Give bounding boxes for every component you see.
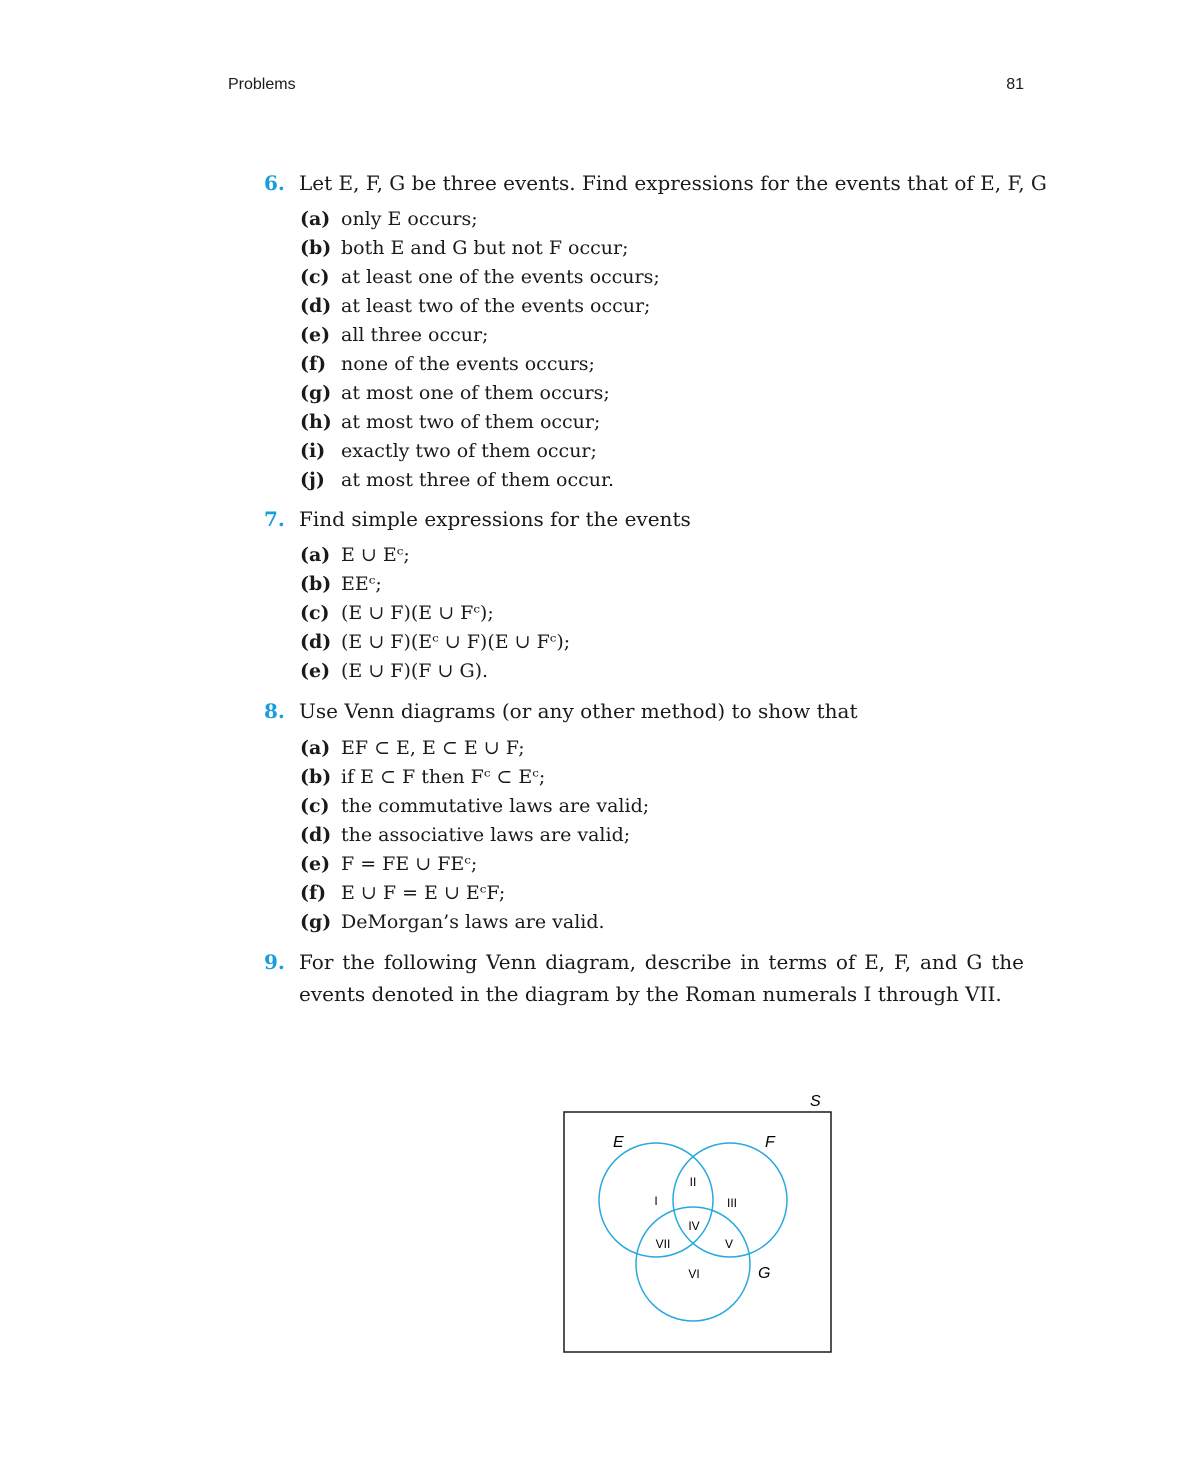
running-header-title: Problems: [228, 76, 296, 93]
problem-8-number: 8.: [264, 699, 285, 723]
problem-7-item-c: (c) (E ∪ F)(E ∪ Fᶜ);: [300, 602, 494, 624]
problem-8-item-g: (g) DeMorgan’s laws are valid.: [300, 911, 605, 933]
problem-6-item-a: (a) only E occurs;: [300, 208, 478, 230]
problem-6-item-g: (g) at most one of them occurs;: [300, 382, 610, 404]
problem-6-number: 6.: [264, 171, 285, 195]
problem-6-item-b: (b) both E and G but not F occur;: [300, 237, 629, 259]
region-label-3: III: [726, 1196, 738, 1210]
problem-7-number: 7.: [264, 507, 285, 531]
region-label-6: VI: [688, 1267, 700, 1281]
problem-6-item-i: (i) exactly two of them occur;: [300, 440, 597, 462]
problem-8-item-e: (e) F = FE ∪ FEᶜ;: [300, 853, 478, 875]
label-set-f: F: [765, 1134, 775, 1151]
problem-9-number: 9.: [264, 950, 285, 974]
running-header: [228, 76, 1024, 100]
problem-8-item-a: (a) EF ⊂ E, E ⊂ E ∪ F;: [300, 737, 525, 759]
problem-8-item-f: (f) E ∪ F = E ∪ EᶜF;: [300, 882, 506, 904]
venn-diagram: [560, 1088, 840, 1360]
problem-8-text: Use Venn diagrams (or any other method) to show that: [299, 699, 858, 723]
problem-8-item-c: (c) the commutative laws are valid;: [300, 795, 650, 817]
problem-6-text: Let E, F, G be three events. Find expressions for the events that of E, F, G: [299, 171, 1047, 195]
problem-6-item-e: (e) all three occur;: [300, 324, 489, 346]
problem-7-text: Find simple expressions for the events: [299, 507, 691, 531]
problem-8-item-b: (b) if E ⊂ F then Fᶜ ⊂ Eᶜ;: [300, 766, 546, 788]
problem-9-text: For the following Venn diagram, describe in terms of E, F, and G the events denoted in the diagram by the Roman numerals I through VII.: [299, 950, 1024, 1006]
problem-8-item-d: (d) the associative laws are valid;: [300, 824, 631, 846]
region-label-2: II: [689, 1175, 697, 1189]
problem-7-item-d: (d) (E ∪ F)(Eᶜ ∪ F)(E ∪ Fᶜ);: [300, 631, 571, 653]
region-label-5: V: [724, 1237, 734, 1251]
problem-6-item-j: (j) at most three of them occur.: [300, 469, 615, 491]
region-label-4: IV: [688, 1219, 700, 1233]
label-sample-space: S: [810, 1093, 821, 1110]
problem-7-item-b: (b) EEᶜ;: [300, 573, 382, 595]
problem-6-item-f: (f) none of the events occurs;: [300, 353, 595, 375]
problem-6-item-h: (h) at most two of them occur;: [300, 411, 601, 433]
problem-7-item-e: (e) (E ∪ F)(F ∪ G).: [300, 660, 489, 682]
venn-diagram-svg: [560, 1088, 840, 1360]
region-label-7: VII: [655, 1237, 671, 1251]
page-number: 81: [1006, 76, 1024, 93]
problem-6-item-d: (d) at least two of the events occur;: [300, 295, 651, 317]
problem-7-item-a: (a) E ∪ Eᶜ;: [300, 544, 410, 566]
label-set-e: E: [613, 1134, 624, 1151]
label-set-g: G: [758, 1265, 771, 1282]
region-label-1: I: [654, 1194, 658, 1208]
problem-6-item-c: (c) at least one of the events occurs;: [300, 266, 660, 288]
